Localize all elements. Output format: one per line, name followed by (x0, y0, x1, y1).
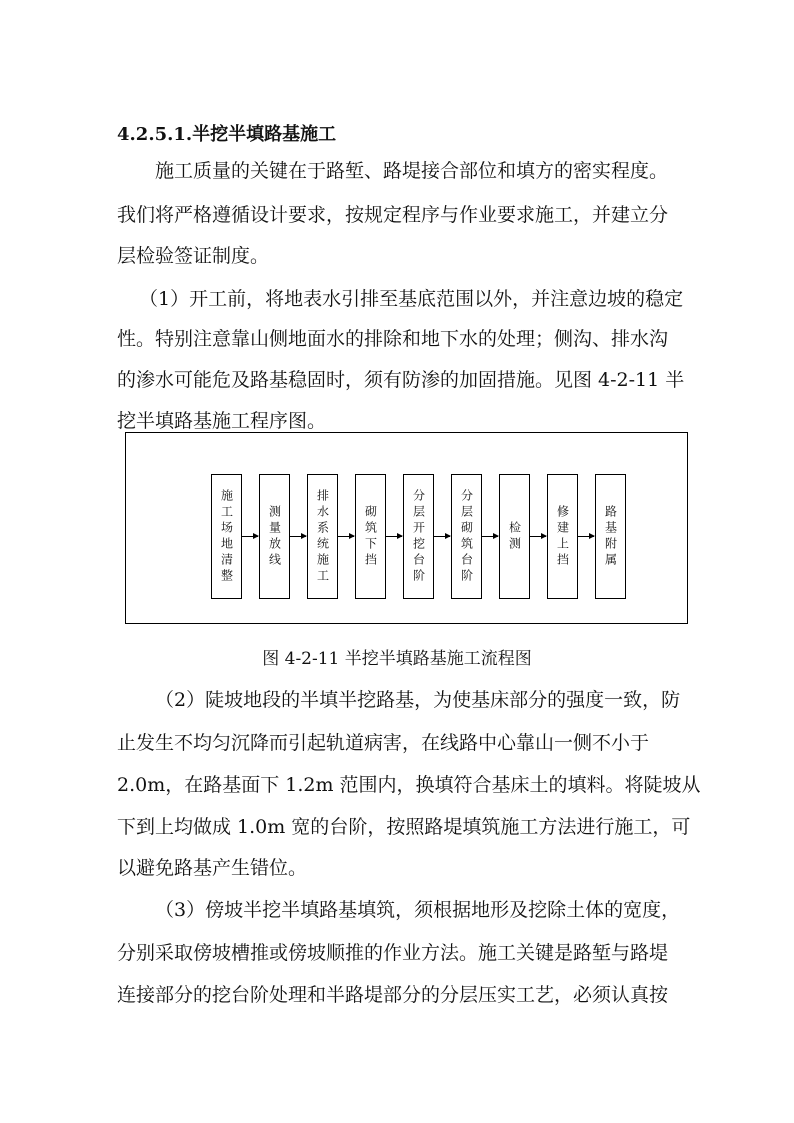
flow-step-label: 分层砌筑台阶 (459, 488, 474, 585)
text-line: 下到上均做成 1.0m 宽的台阶，按照路堤填筑施工方法进行施工，可 (117, 816, 691, 838)
flow-arrow (338, 536, 354, 537)
flow-arrow (434, 536, 450, 537)
flow-step-2 (259, 474, 290, 599)
text-line: 性。特别注意靠山侧地面水的排除和地下水的处理；侧沟、排水沟 (117, 328, 669, 350)
section-heading: 4.2.5.1.半挖半填路基施工 (117, 124, 337, 145)
text-line: 止发生不均匀沉降而引起轨道病害，在线路中心靠山一侧不小于 (117, 732, 650, 754)
flow-step-5 (403, 474, 434, 599)
flow-step-label: 检测 (507, 520, 522, 553)
figure-caption: 图 4-2-11 半挖半填路基施工流程图 (262, 649, 532, 669)
text-line: 以避免路基产生错位。 (117, 857, 308, 879)
flow-step-label: 测量放线 (267, 504, 282, 569)
text-line: （3）傍坡半挖半填路基填筑，须根据地形及挖除土体的宽度， (155, 899, 681, 921)
flow-step-label: 排水系统施工 (315, 488, 330, 585)
flow-step-4 (355, 474, 386, 599)
text-line: （2）陡坡地段的半填半挖路基，为使基床部分的强度一致，防 (155, 689, 681, 711)
flow-arrow (290, 536, 306, 537)
text-line: 层检验签证制度。 (117, 245, 270, 267)
flow-step-7 (499, 474, 530, 599)
flow-step-1 (211, 474, 242, 599)
text-line: 分别采取傍坡槽推或傍坡顺推的作业方法。施工关键是路堑与路堤 (117, 942, 669, 964)
text-line: 施工质量的关键在于路堑、路堤接合部位和填方的密实程度。 (155, 160, 669, 182)
flow-arrow (482, 536, 498, 537)
flow-step-3 (307, 474, 338, 599)
flow-step-9 (595, 474, 626, 599)
flow-step-6 (451, 474, 482, 599)
flow-arrow (242, 536, 258, 537)
text-line: 连接部分的挖台阶处理和半路堤部分的分层压实工艺，必须认真按 (117, 984, 669, 1006)
text-line: 挖半填路基施工程序图。 (117, 410, 327, 432)
flow-arrow (578, 536, 594, 537)
text-line: 我们将严格遵循设计要求，按规定程序与作业要求施工，并建立分 (117, 204, 669, 226)
flow-step-label: 修建上挡 (555, 504, 570, 569)
text-line: （1）开工前，将地表水引排至基底范围以外，并注意边坡的稳定 (139, 288, 684, 310)
flow-step-label: 砌筑下挡 (363, 504, 378, 569)
text-line: 2.0m，在路基面下 1.2m 范围内，换填符合基床土的填料。将陡坡从 (117, 774, 701, 796)
flow-step-label: 分层开挖台阶 (411, 488, 426, 585)
flow-step-label: 路基附属 (603, 504, 618, 569)
flow-step-label: 施工场地清整 (219, 488, 234, 585)
flow-step-8 (547, 474, 578, 599)
flow-arrow (386, 536, 402, 537)
text-line: 的渗水可能危及路基稳固时，须有防渗的加固措施。见图 4-2-11 半 (117, 369, 685, 391)
flow-arrow (530, 536, 546, 537)
